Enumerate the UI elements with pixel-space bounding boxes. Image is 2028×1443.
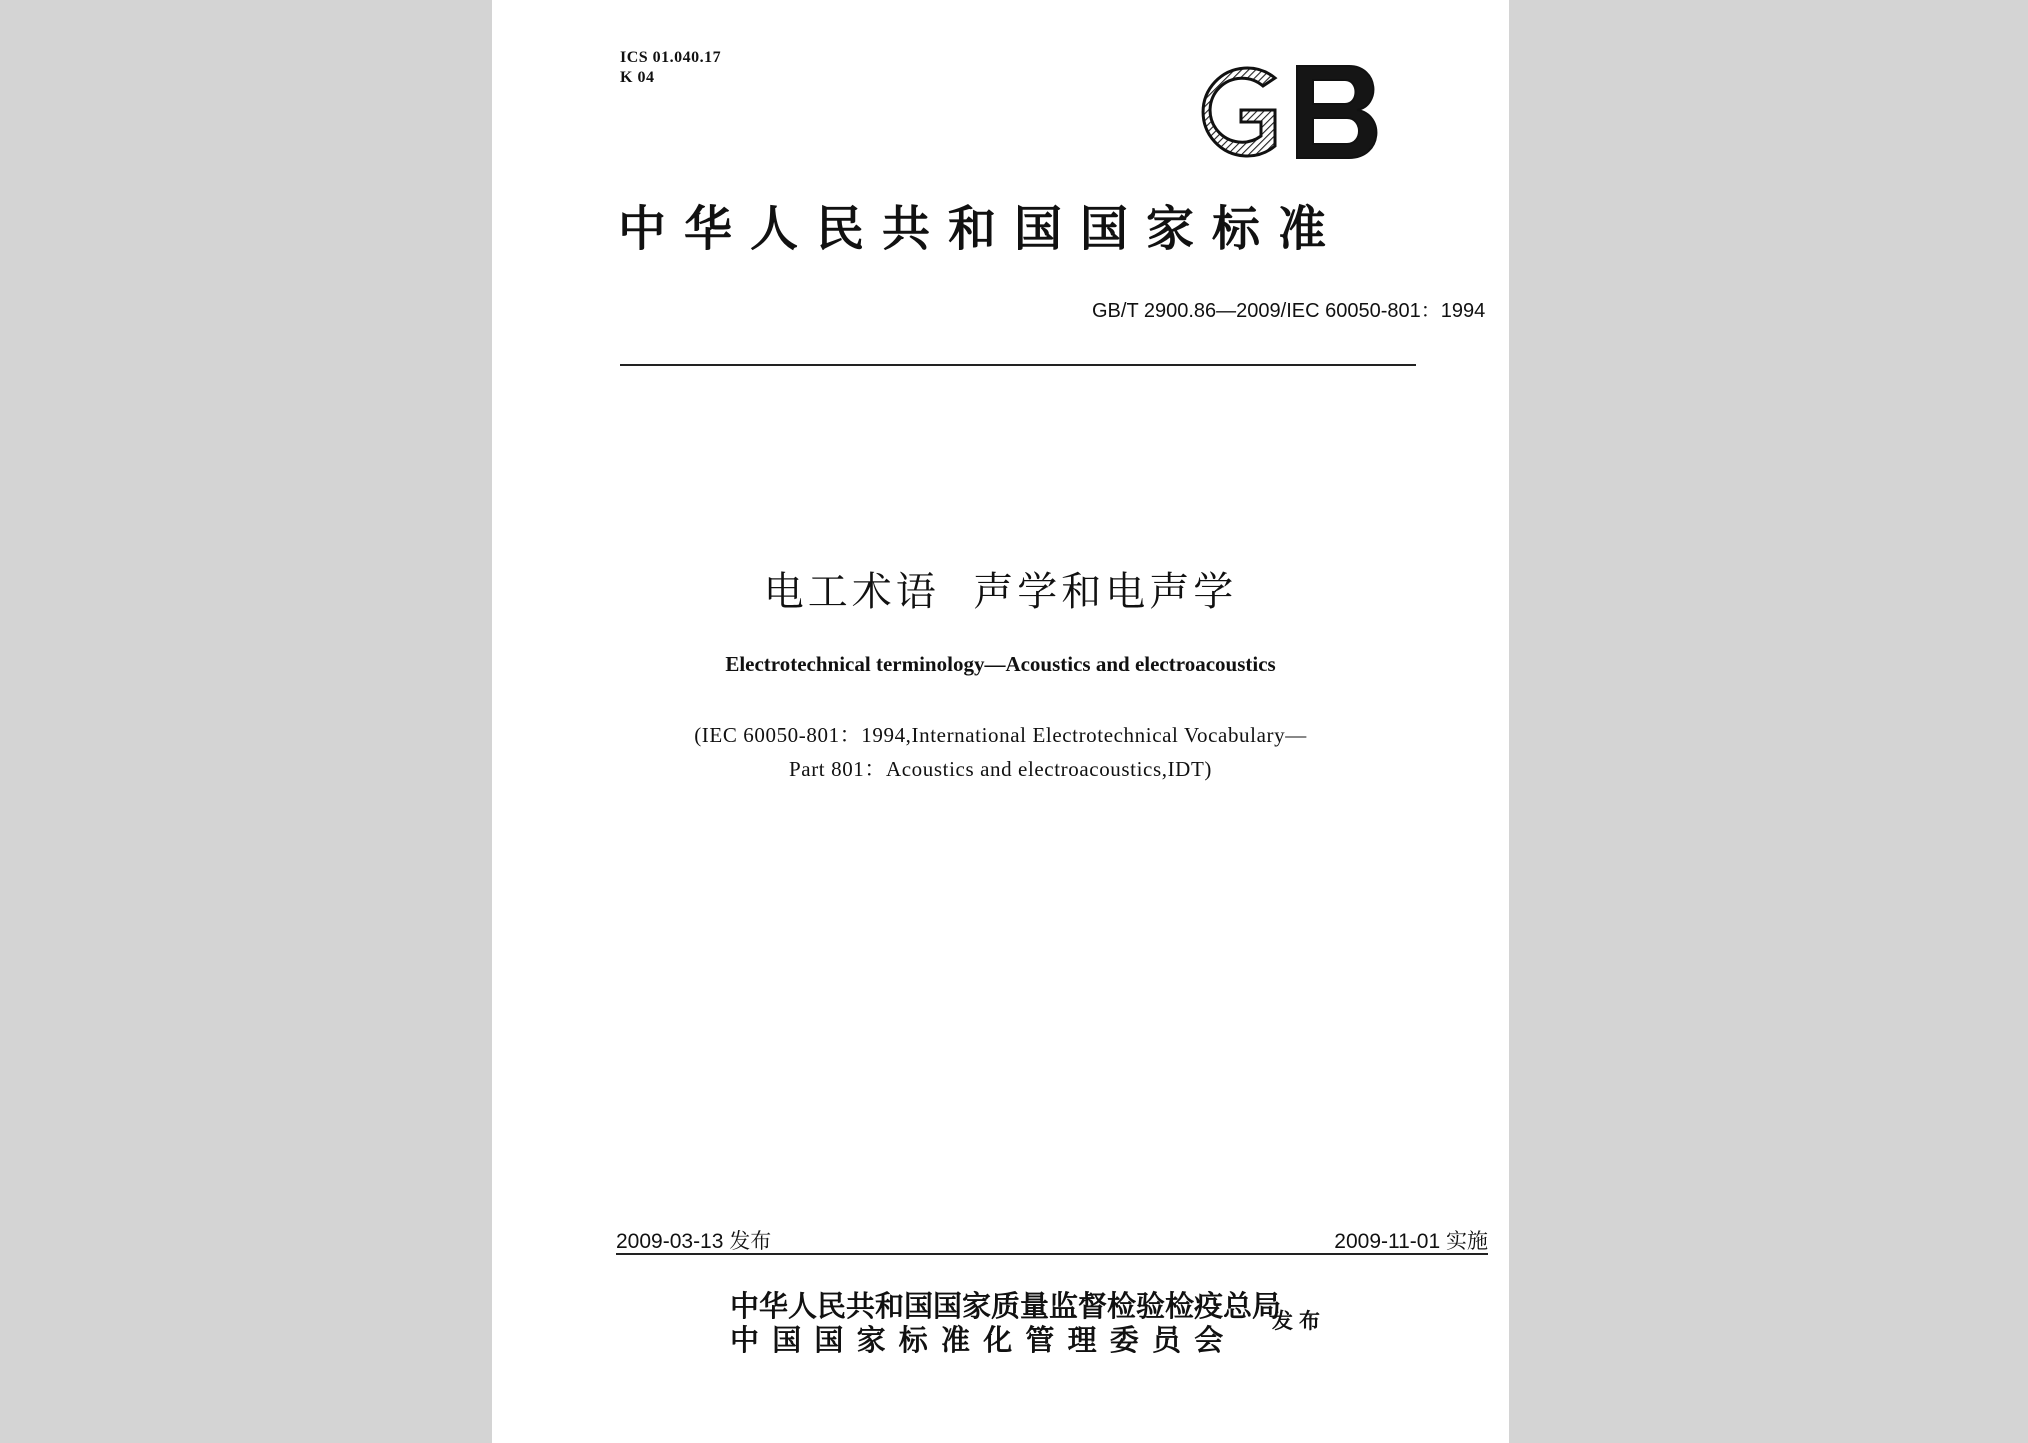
class-code: K 04 (620, 69, 655, 86)
publisher-sac: 中国国家标准化管理委员会 (730, 1323, 1237, 1357)
document-page (492, 0, 1509, 1443)
ics-code: ICS 01.040.17 (620, 49, 722, 66)
publisher-aqsiq: 中华人民共和国国家质量监督检验检疫总局 (730, 1289, 1282, 1323)
implementation-date: 2009-11-01 实施 (1334, 1230, 1488, 1253)
equivalent-standard-line-2: Part 801：Acoustics and electroacoustics,IDT) (789, 757, 1212, 781)
header-divider (620, 364, 1416, 366)
issue-date: 2009-03-13 发布 (616, 1230, 772, 1253)
document-title-en: Electrotechnical terminology—Acoustics and electroacoustics (725, 652, 1276, 676)
logo-text: GB (1189, 43, 1214, 62)
equivalent-standard-line-1: (IEC 60050-801：1994,International Electrotechnical Vocabulary— (694, 723, 1307, 747)
standard-number: GB/T 2900.86—2009/IEC 60050-801：1994 (1092, 300, 1486, 322)
classification-codes (620, 48, 721, 88)
publish-label: 发布 (1272, 1309, 1326, 1333)
national-standard-title: 中华人民共和国国家标准 (618, 201, 1345, 257)
document-title-cn: 电工术语 声学和电声学 (763, 569, 1238, 615)
gb-logo (1189, 43, 1391, 166)
footer-divider (616, 1253, 1488, 1255)
